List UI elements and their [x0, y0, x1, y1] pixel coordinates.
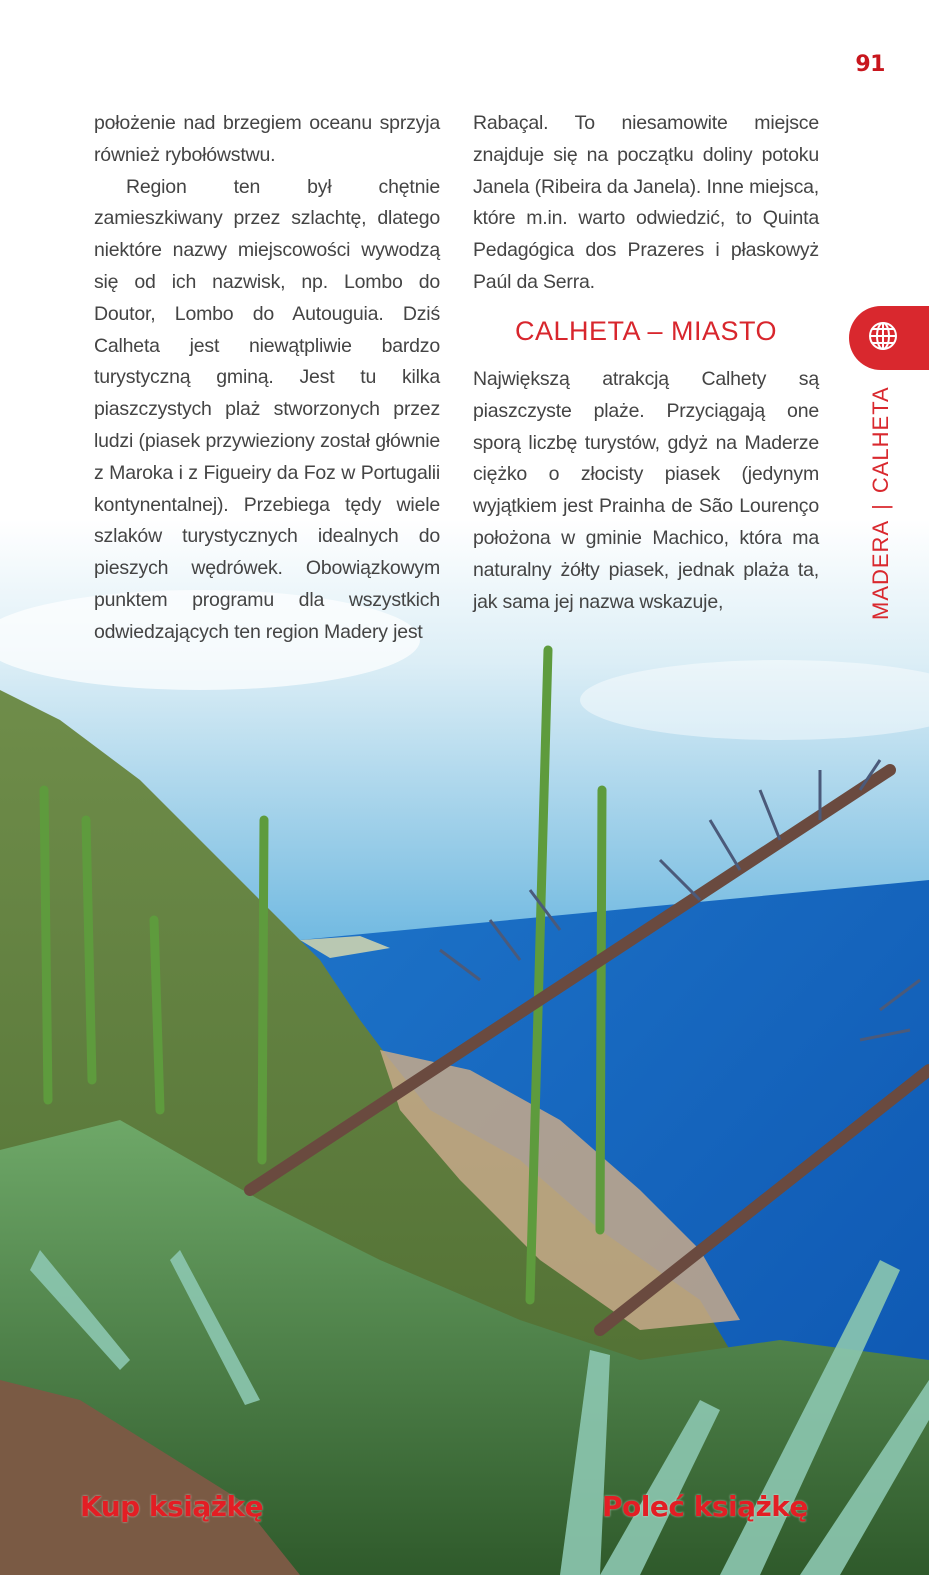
chapter-vertical-label	[868, 386, 894, 620]
globe-icon	[867, 320, 899, 357]
right-text-column-intro	[473, 108, 819, 299]
recommend-book-link[interactable]: Poleć książkę	[602, 1490, 808, 1523]
label-separator: |	[868, 503, 893, 510]
right-text-column-body	[473, 364, 819, 618]
paragraph: Największą atrakcją Calhety są piaszczyste plaże. Przyciągają one sporą liczbę turystów, gdyż na Maderze ciężko o złocisty piasek (jedynym wyjątkiem jest Prainha de São Lourenço położona w gminie Machico, która ma naturalny żółty piasek, jednak plaża ta, jak sama jej nazwa wskazuje,	[473, 368, 819, 613]
paragraph: Region ten był chętnie zamieszkiwany przez szlachtę, dlatego niektóre nazwy miejscowości wywodzą się od ich nazwisk, np. Lombo do Doutor, Lombo do Autouguia. Dziś Calheta jest niewątpliwie bardzo turystyczną gminą. Jest tu kilka piaszczystych plaż stworzonych przez ludzi (piasek przywieziony został głównie z Maroka i z Figueiry da Foz w Portugalii kontynentalnej). Przebiega tędy wiele szlaków turystycznych idealnych do pieszych wędrówek. Obowiązkowym punktem programu dla wszystkich odwiedzających ten region Madery jest	[94, 175, 440, 643]
paragraph: położenie nad brzegiem oceanu sprzyja również rybołówstwu.	[94, 112, 440, 166]
region-label: MADERA	[868, 519, 893, 620]
page-number: 91	[855, 52, 885, 77]
place-label: CALHETA	[868, 386, 893, 494]
paragraph: Rabaçal. To niesamowite miejsce znajduje się na początku doliny potoku Janela (Ribeira da Janela). Inne miejsca, które m.in. warto odwiedzić, to Quinta Pedagógica dos Prazeres i płaskowyż Paúl da Serra.	[473, 112, 819, 293]
section-heading: CALHETA – MIASTO	[514, 316, 778, 346]
left-text-column	[94, 108, 440, 649]
chapter-tab	[849, 306, 929, 370]
buy-book-link[interactable]: Kup książkę	[80, 1490, 264, 1523]
